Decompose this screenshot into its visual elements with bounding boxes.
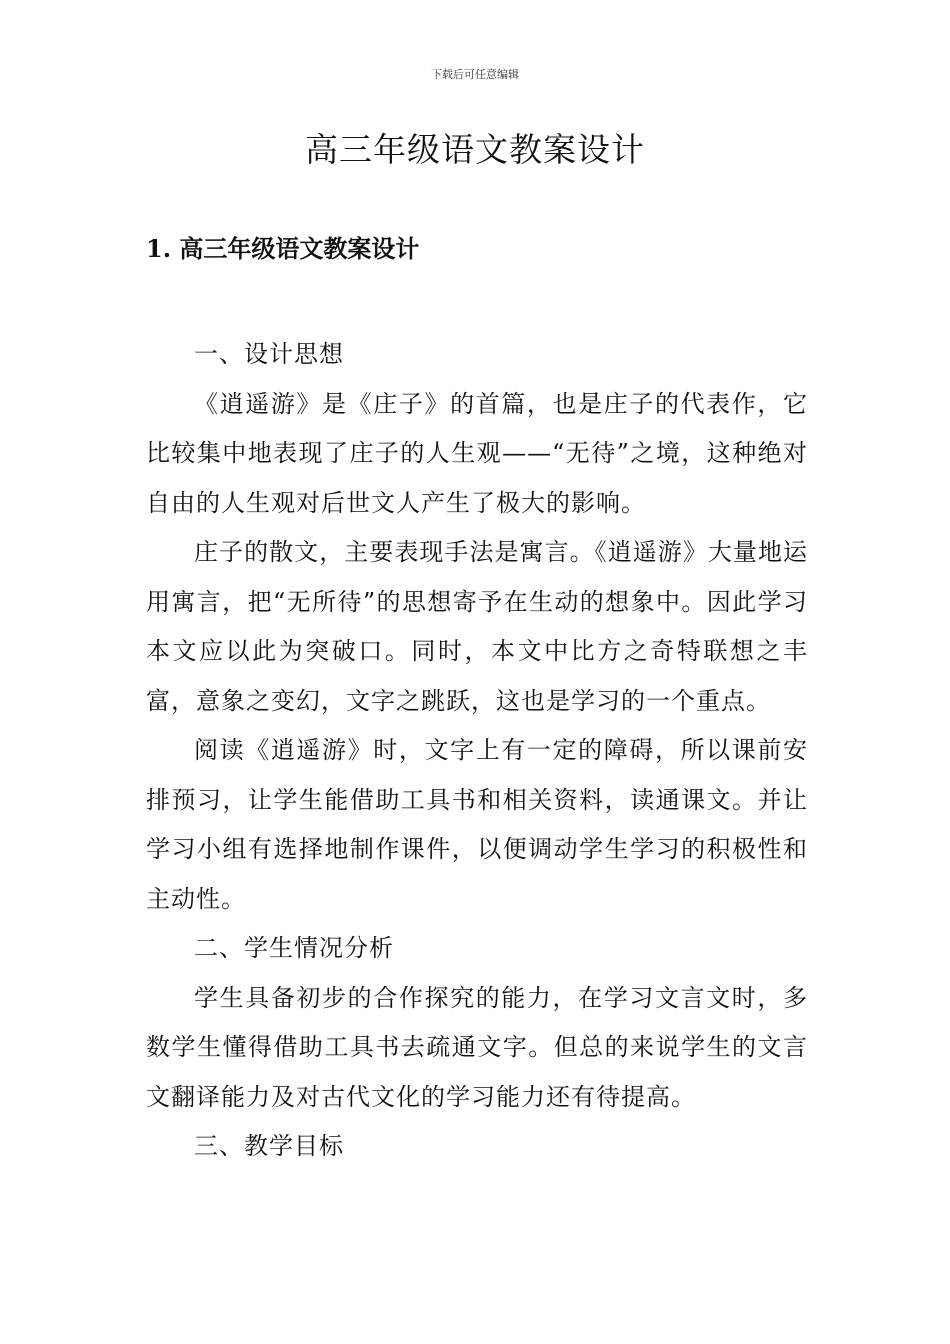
heading-teaching-goals: 三、教学目标 (194, 1132, 344, 1160)
section-title: 1. 高三年级语文教案设计 (146, 234, 420, 263)
paragraph: 阅读《逍遥游》时，文字上有一定的障碍，所以课前安排预习，让学生能借助工具书和相关资料，读通课文。并让学习小组有选择地制作课件，以便调动学生学习的积极性和主动性。 (146, 736, 808, 913)
header-note: 下载后可任意编辑 (431, 68, 519, 81)
heading-design-idea: 一、设计思想 (194, 340, 344, 368)
heading-student-analysis: 二、学生情况分析 (194, 934, 394, 962)
paragraph: 学生具备初步的合作探究的能力，在学习文言文时，多数学生懂得借助工具书去疏通文字。但总的来说学生的文言文翻译能力及对古代文化的学习能力还有待提高。 (146, 983, 808, 1111)
paragraph: 《逍遥游》是《庄子》的首篇，也是庄子的代表作，它比较集中地表现了庄子的人生观——“无待”之境，这种绝对自由的人生观对后世文人产生了极大的影响。 (146, 389, 808, 517)
paragraph: 庄子的散文，主要表现手法是寓言。《逍遥游》大量地运用寓言，把“无所待”的思想寄予在生动的想象中。因此学习本文应以此为突破口。同时，本文中比方之奇特联想之丰富，意象之变幻，文字之跳跃，这也是学习的一个重点。 (146, 538, 808, 715)
document-body (146, 330, 808, 1172)
document-title: 高三年级语文教案设计 (305, 130, 645, 169)
